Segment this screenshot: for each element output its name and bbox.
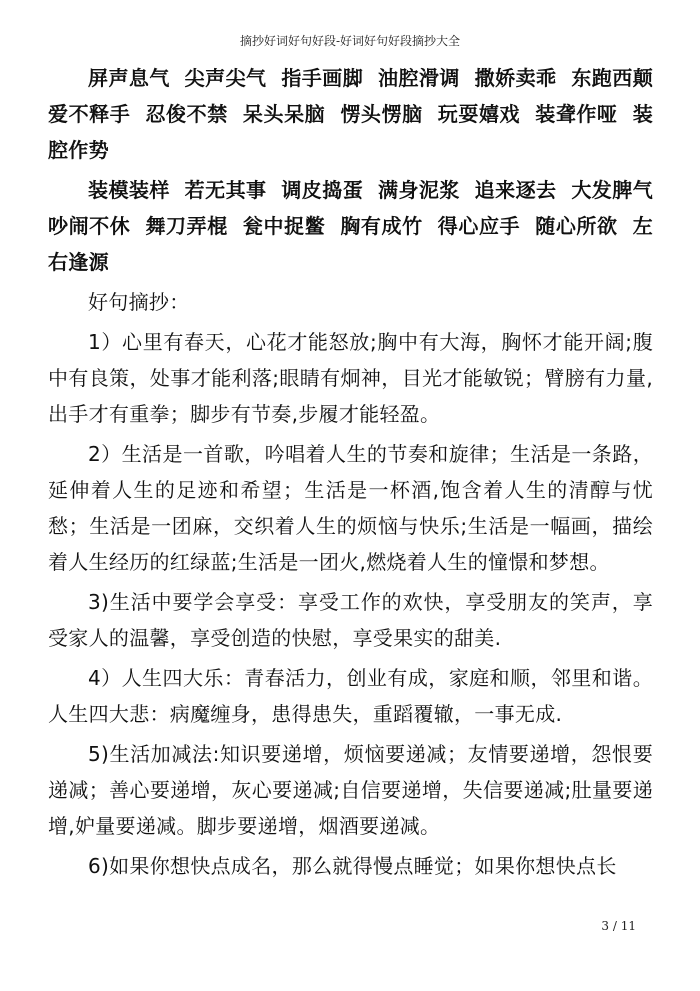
sentence-paragraph-4: 4）人生四大乐：青春活力，创业有成，家庭和顺，邻里和谐。人生四大悲：病魔缠身，患得患失，重蹈覆辙，一事无成. (48, 666, 653, 726)
sentence-paragraph-2: 2）生活是一首歌，吟唱着人生的节奏和旋律；生活是一条路，延伸着人生的足迹和希望；生活是一杯酒,饱含着人生的清醇与忧愁；生活是一团麻，交织着人生的烦恼与快乐;生活是一幅画，描绘着人生经历的红绿蓝;生活是一团火,燃烧着人生的憧憬和梦想。 (48, 442, 653, 574)
page-number: 3 / 11 (601, 919, 636, 933)
running-header: 摘抄好词好句好段-好词好句好段摘抄大全 (239, 34, 461, 48)
sentence-paragraph-3: 3)生活中要学会享受：享受工作的欢快，享受朋友的笑声，享受家人的温馨，享受创造的快慰，享受果实的甜美. (48, 590, 653, 650)
idiom-paragraph-1: 屏声息气 尖声尖气 指手画脚 油腔滑调 撒娇卖乖 东跑西颠 爱不释手 忍俊不禁 呆头呆脑 愣头愣脑 玩耍嬉戏 装聋作哑 装腔作势 (48, 66, 668, 162)
sentence-paragraph-5: 5)生活加减法:知识要递增，烦恼要递减；友情要递增，怨恨要递减；善心要递增，灰心要递减;自信要递增，失信要递减;肚量要递增,妒量要递减。脚步要递增，烟酒要递减。 (48, 742, 653, 838)
sentence-paragraph-1: 1）心里有春天，心花才能怒放;胸中有大海，胸怀才能开阔;腹中有良策，处事才能利落;眼睛有炯神，目光才能敏锐；臂膀有力量,出手才有重拳；脚步有节奏,步履才能轻盈。 (48, 330, 653, 426)
document-body (48, 60, 668, 888)
idiom-paragraph-2: 装模装样 若无其事 调皮捣蛋 满身泥浆 追来逐去 大发脾气 吵闹不休 舞刀弄棍 瓮中捉鳖 胸有成竹 得心应手 随心所欲 左右逢源 (48, 178, 668, 274)
section-heading-good-sentences: 好句摘抄： (88, 290, 190, 314)
sentence-paragraph-6: 6)如果你想快点成名，那么就得慢点睡觉；如果你想快点长 (88, 854, 617, 878)
